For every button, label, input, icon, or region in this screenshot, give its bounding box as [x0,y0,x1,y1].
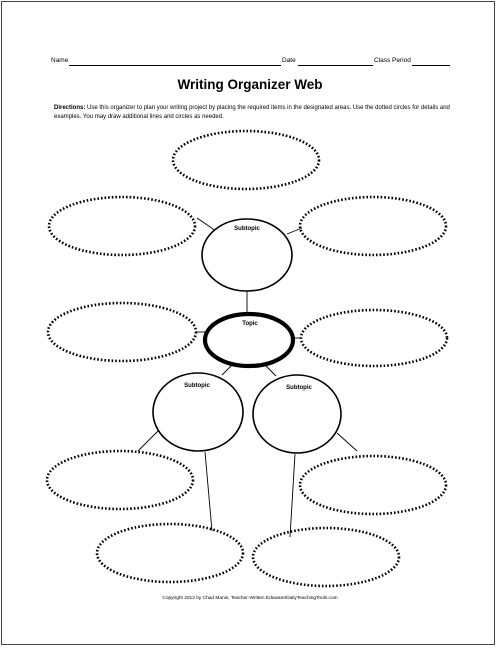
topic-label: Topic [242,321,258,327]
connector-line [197,218,216,231]
detail-circle-lower-right[interactable] [300,456,446,514]
subtopic-top-label: Subtopic [234,226,260,232]
page-title: Writing Organizer Web [177,77,323,92]
copyright-footer: Copyright 2012 by Chad Manis, Teacher-Written Eduware/DailyTeachingTools.com [162,596,338,601]
connector-line [138,431,158,451]
subtopic-right-label: Subtopic [286,385,312,391]
connector-line [337,433,357,451]
connector-line [205,452,212,531]
connector-line [290,454,295,537]
detail-circle-middle-right[interactable] [301,310,447,366]
directions-text: Use this organizer to plan your writing project by placing the required items in the designated areas. Use the dotted circles for details and examples. You may draw additional lines and circles as needed. [54,105,450,120]
detail-circle-upper-right[interactable] [300,197,446,255]
subtopic-left-label: Subtopic [184,383,210,389]
detail-circle-top[interactable] [173,131,319,189]
name-label: Name [51,57,69,64]
date-label: Date [282,57,296,64]
directions-label: Directions: [54,105,86,111]
detail-circle-bottom-right[interactable] [253,528,399,586]
detail-circle-upper-left[interactable] [49,197,195,255]
class-period-label: Class Period [374,57,411,64]
detail-circle-middle-left[interactable] [48,303,196,361]
detail-circle-lower-left[interactable] [47,451,193,509]
detail-circle-bottom-left[interactable] [97,524,243,582]
